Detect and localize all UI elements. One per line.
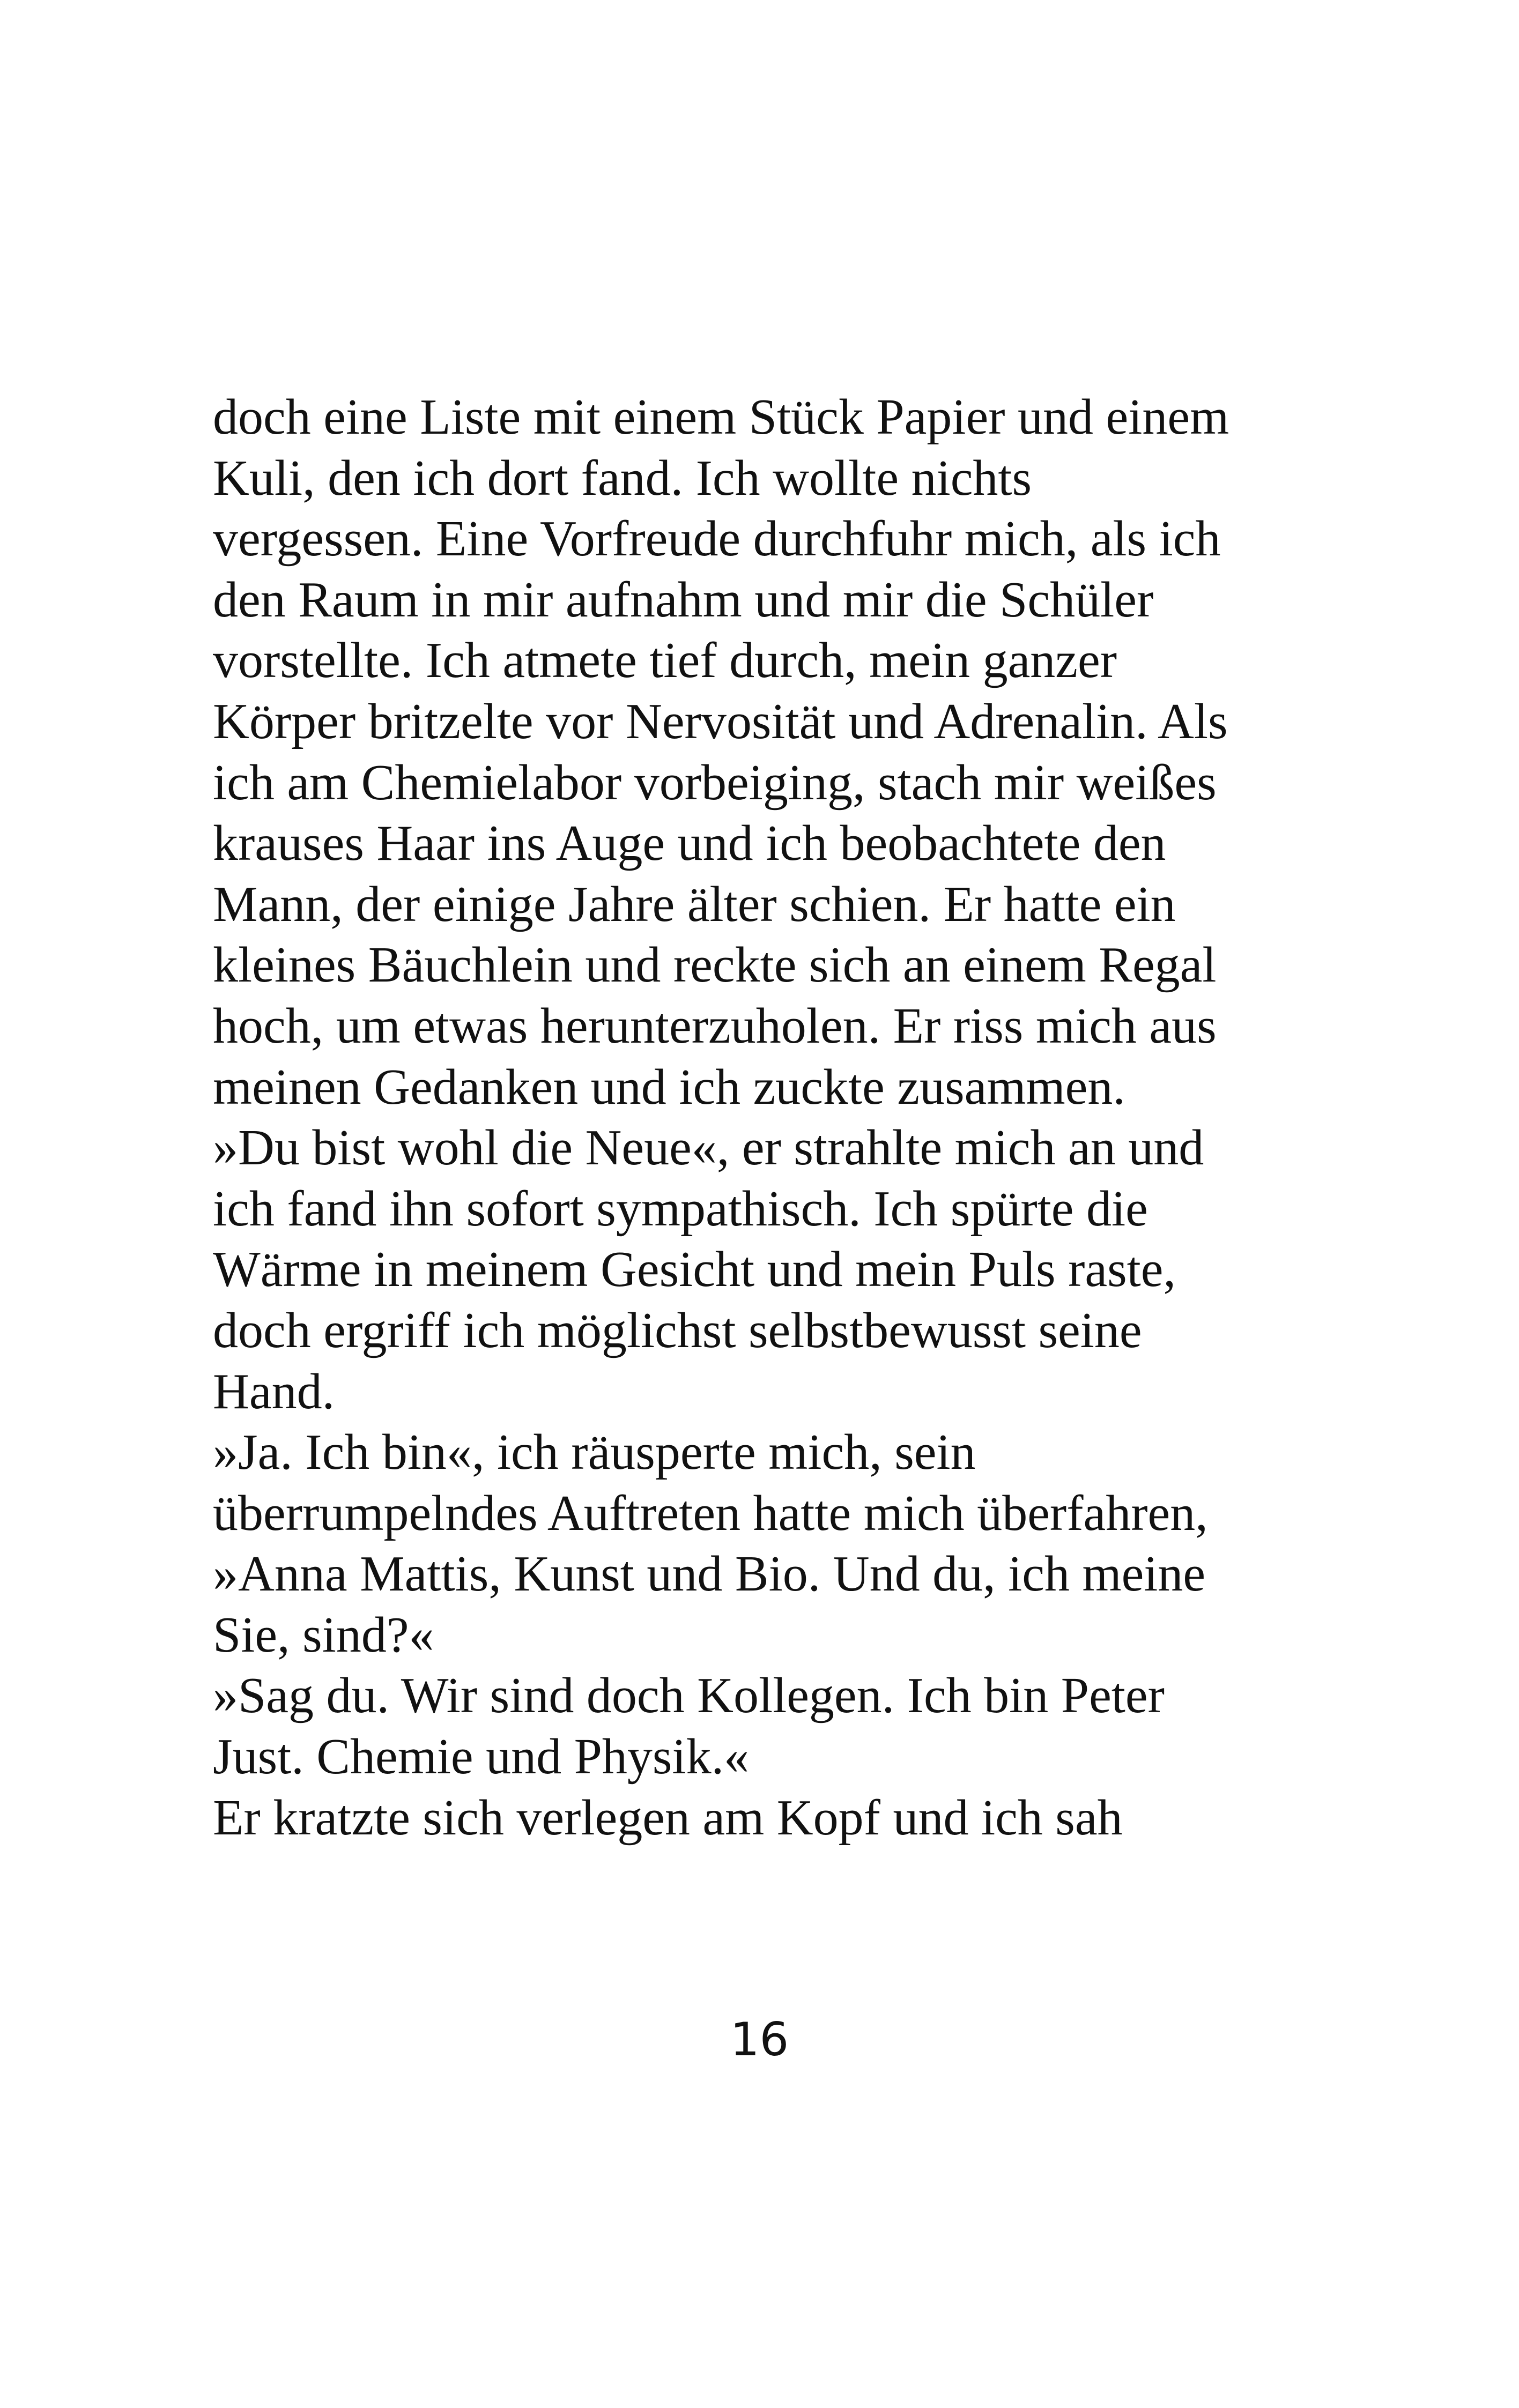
text-line: vorstellte. Ich atmete tief durch, mein ganzer <box>213 633 1117 689</box>
text-line: Hand. <box>213 1363 335 1419</box>
text-line: doch eine Liste mit einem Stück Papier und einem <box>213 389 1229 445</box>
text-line: Er kratzte sich verlegen am Kopf und ich sah <box>213 1789 1123 1846</box>
text-line: hoch, um etwas herunterzuholen. Er riss mich aus <box>213 998 1217 1054</box>
text-line: kleines Bäuchlein und reckte sich an einem Regal <box>213 937 1217 993</box>
text-line: Just. Chemie und Physik.« <box>213 1729 750 1785</box>
text-line: »Ja. Ich bin«, ich räusperte mich, sein <box>213 1424 976 1481</box>
text-line: krauses Haar ins Auge und ich beobachtete den <box>213 815 1166 872</box>
page-number: 16 <box>730 2013 789 2067</box>
text-line: den Raum in mir aufnahm und mir die Schüler <box>213 571 1154 628</box>
text-line: »Anna Mattis, Kunst und Bio. Und du, ich meine <box>213 1546 1206 1602</box>
text-line: »Sag du. Wir sind doch Kollegen. Ich bin Peter <box>213 1668 1165 1724</box>
text-line: ich am Chemielabor vorbeiging, stach mir weißes <box>213 754 1217 811</box>
text-line: Körper britzelte vor Nervosität und Adrenalin. Als <box>213 693 1228 749</box>
body-text <box>213 387 1350 1848</box>
text-line: doch ergriff ich möglichst selbstbewusst seine <box>213 1302 1142 1358</box>
text-line: Mann, der einige Jahre älter schien. Er hatte ein <box>213 876 1176 932</box>
text-line: ich fand ihn sofort sympathisch. Ich spürte die <box>213 1180 1148 1237</box>
text-line: vergessen. Eine Vorfreude durchfuhr mich, als ich <box>213 511 1221 567</box>
text-line: »Du bist wohl die Neue«, er strahlte mich an und <box>213 1120 1204 1176</box>
text-line: überrumpelndes Auftreten hatte mich überfahren, <box>213 1485 1208 1541</box>
text-line: Sie, sind?« <box>213 1607 434 1663</box>
text-line: Wärme in meinem Gesicht und mein Puls raste, <box>213 1242 1176 1298</box>
text-line: meinen Gedanken und ich zuckte zusammen. <box>213 1059 1125 1115</box>
text-line: Kuli, den ich dort fand. Ich wollte nichts <box>213 450 1032 506</box>
